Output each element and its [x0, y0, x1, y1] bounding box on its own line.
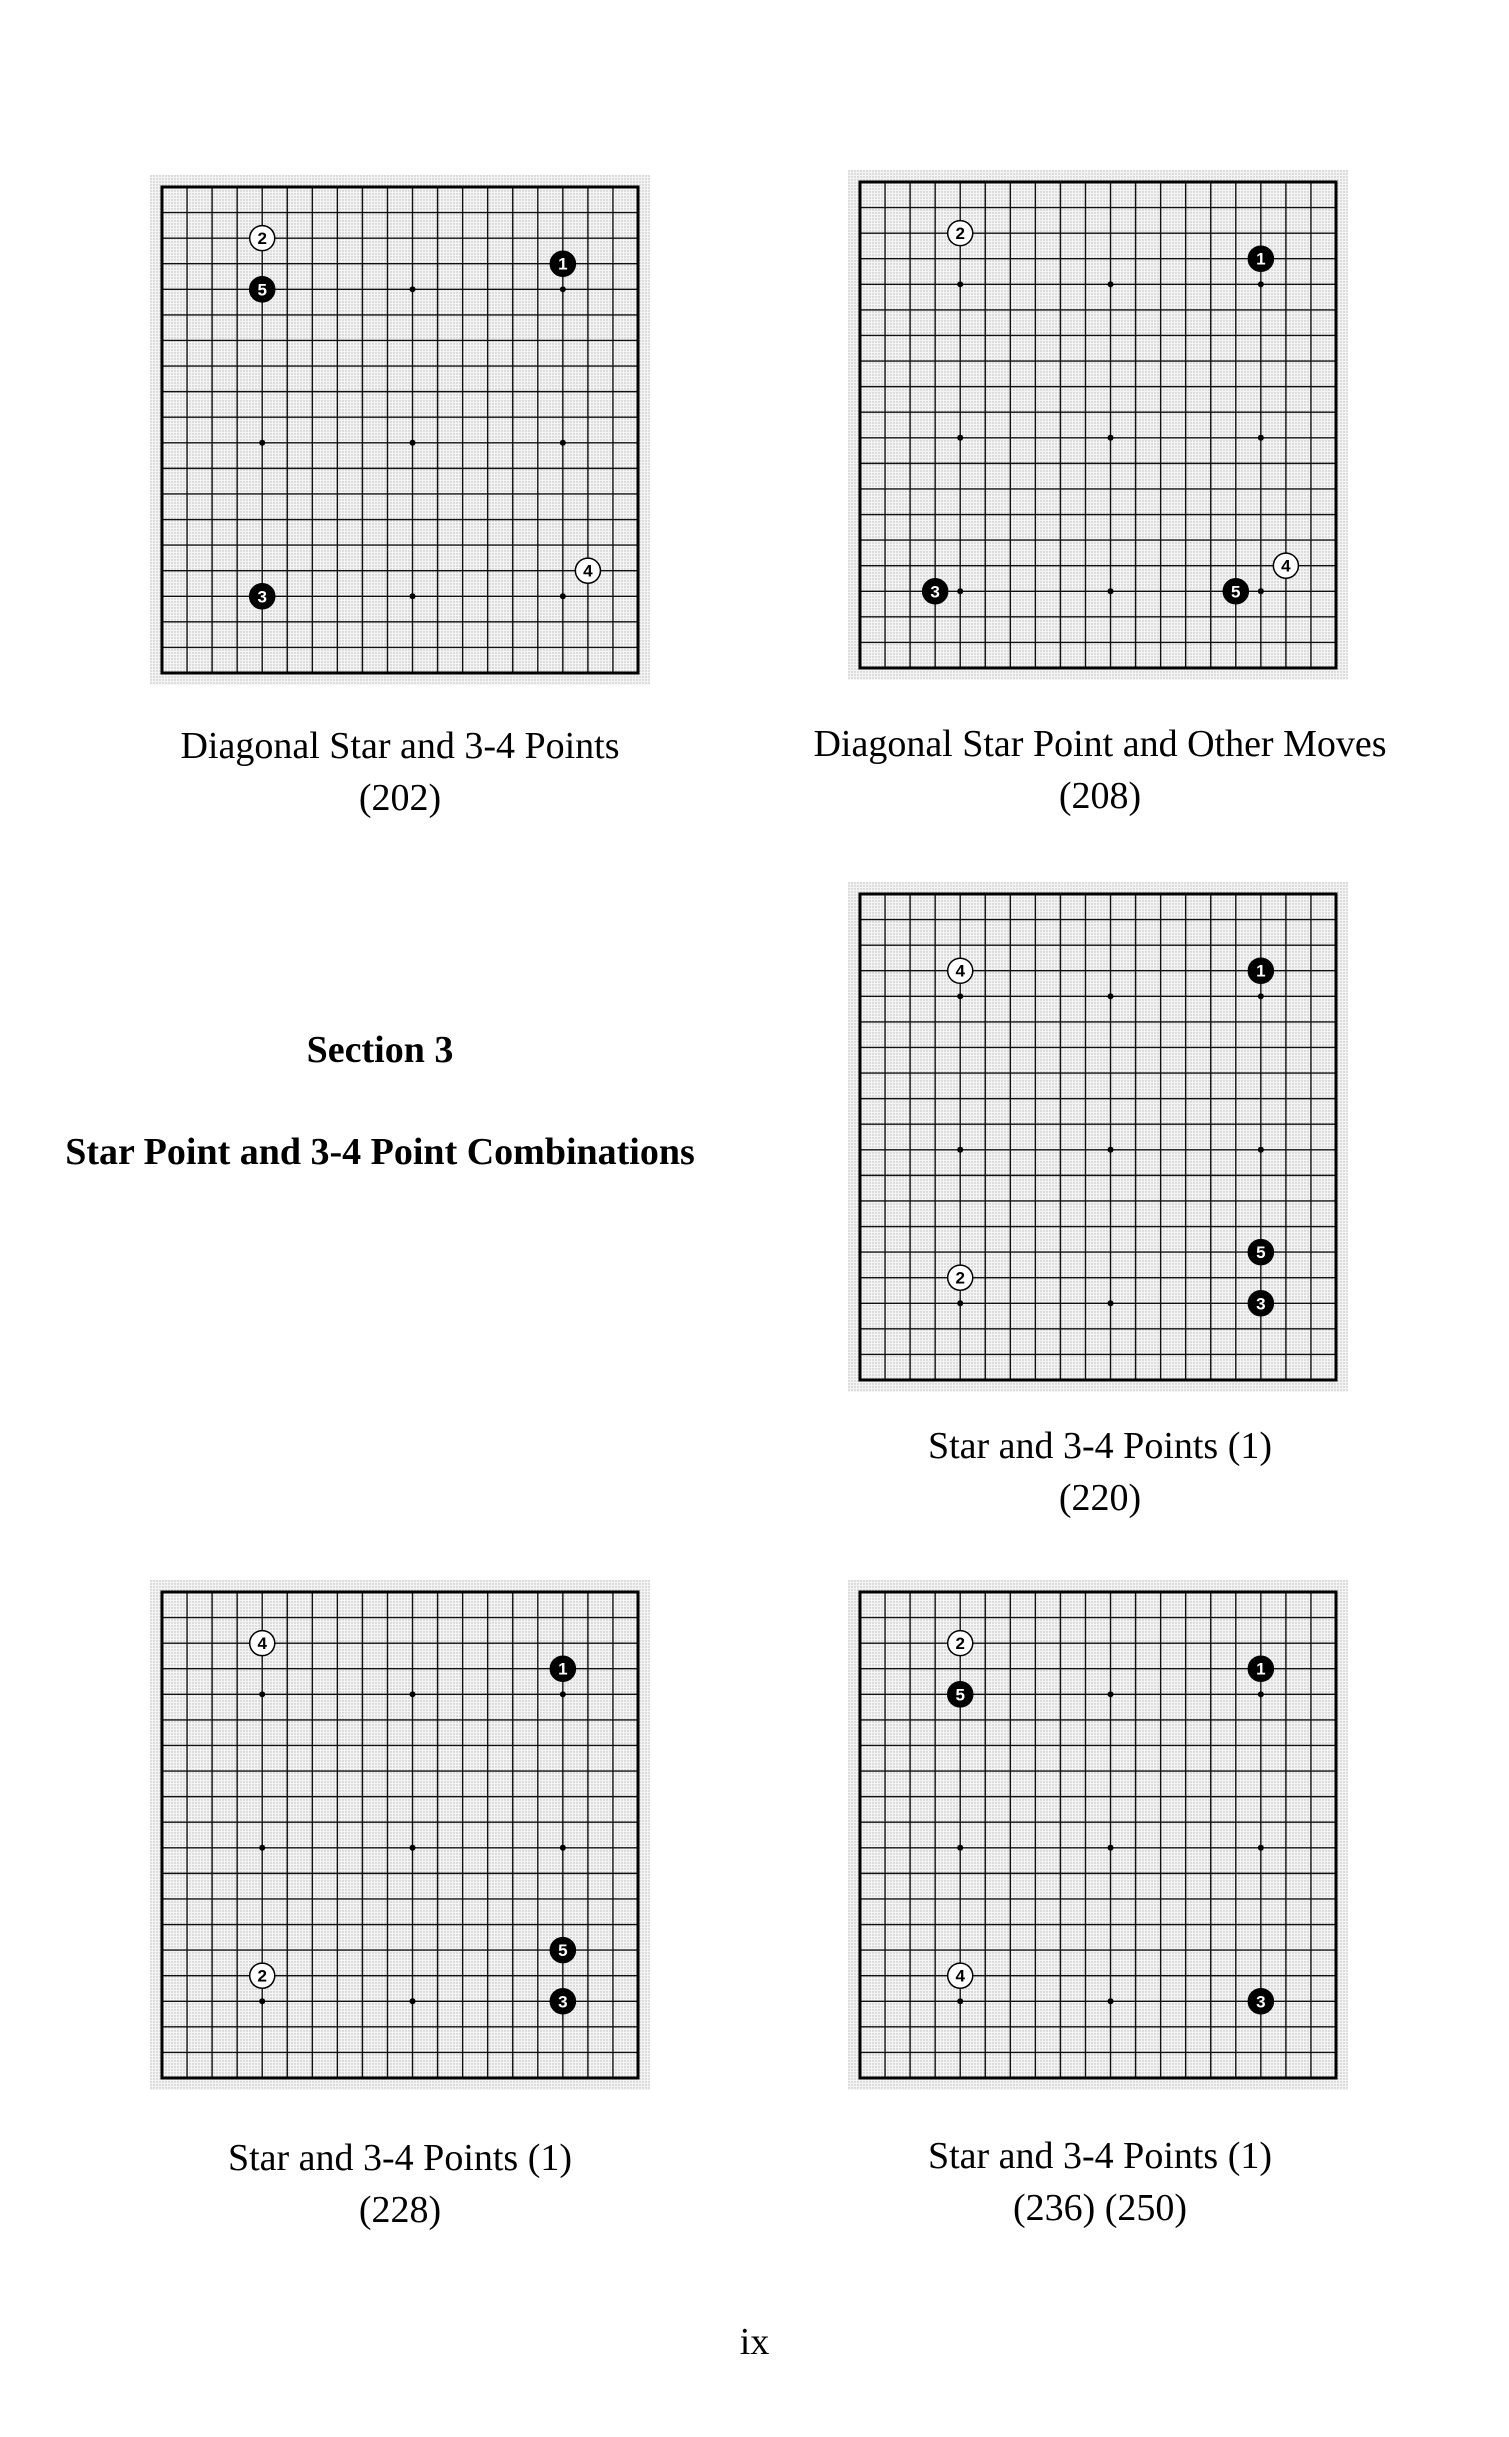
- page-number: ix: [739, 2321, 770, 2363]
- star-point: [1108, 281, 1114, 287]
- diagram-4-page-ref: (228): [358, 2189, 442, 2231]
- star-point: [957, 588, 963, 594]
- white-stone-2: [948, 221, 973, 246]
- board-background: [150, 175, 650, 685]
- diagram-1-page-ref: (202): [358, 777, 442, 819]
- board-background: [848, 170, 1348, 680]
- stone-number: 1: [558, 1659, 568, 1679]
- stone-number: 5: [257, 280, 267, 300]
- stone-number: 1: [1256, 961, 1266, 981]
- white-stone-2: [250, 226, 275, 251]
- diagram-3-page-ref: (220): [1058, 1477, 1142, 1519]
- diagram-5-caption: [800, 2130, 1400, 2234]
- stone-number: 3: [1256, 1294, 1266, 1314]
- stone-number: 1: [558, 254, 568, 274]
- section-heading: Section 3: [306, 1029, 454, 1071]
- white-stone-4: [1273, 553, 1298, 578]
- go-diagram-3: [848, 882, 1348, 1392]
- star-point: [957, 1147, 963, 1153]
- star-point: [560, 1845, 566, 1851]
- diagram-5-title: Star and 3-4 Points (1): [927, 2135, 1273, 2177]
- stone-number: 4: [1281, 556, 1291, 576]
- black-stone-5: [1248, 1240, 1273, 1265]
- diagram-4-title: Star and 3-4 Points (1): [227, 2137, 573, 2179]
- board-background: [150, 1580, 650, 2090]
- star-point: [1108, 1845, 1114, 1851]
- black-stone-5: [1223, 579, 1248, 604]
- diagram-3-caption: [800, 1420, 1400, 1524]
- stone-number: 1: [1256, 249, 1266, 269]
- star-point: [1258, 281, 1264, 287]
- white-stone-2: [948, 1631, 973, 1656]
- star-point: [1258, 1691, 1264, 1697]
- go-board-2: [848, 170, 1348, 680]
- star-point: [410, 286, 416, 292]
- stone-number: 2: [257, 229, 267, 249]
- board-background: [848, 1580, 1348, 2090]
- stone-number: 2: [955, 1634, 965, 1654]
- diagram-2-title: Diagonal Star Point and Other Moves: [813, 723, 1387, 765]
- stone-number: 3: [257, 587, 267, 607]
- star-point: [957, 435, 963, 441]
- stone-number: 4: [955, 1966, 965, 1986]
- black-stone-3: [923, 579, 948, 604]
- star-point: [560, 593, 566, 599]
- board-background: [848, 882, 1348, 1392]
- section-heading-block: [30, 1024, 730, 1178]
- star-point: [1258, 993, 1264, 999]
- stone-number: 5: [955, 1685, 965, 1705]
- go-diagram-2: [848, 170, 1348, 680]
- black-stone-5: [948, 1682, 973, 1707]
- white-stone-4: [250, 1631, 275, 1656]
- white-stone-4: [948, 1963, 973, 1988]
- star-point: [957, 281, 963, 287]
- diagram-4-caption: [100, 2132, 700, 2236]
- diagram-2-page-ref: (208): [1058, 775, 1142, 817]
- stone-number: 5: [1231, 582, 1241, 602]
- black-stone-1: [1248, 246, 1273, 271]
- go-board-5: [848, 1580, 1348, 2090]
- section-subheading: Star Point and 3-4 Point Combinations: [65, 1131, 695, 1173]
- star-point: [410, 1998, 416, 2004]
- star-point: [259, 440, 265, 446]
- stone-number: 5: [1256, 1243, 1266, 1263]
- stone-number: 3: [930, 582, 940, 602]
- black-stone-1: [550, 1656, 575, 1681]
- black-stone-5: [250, 277, 275, 302]
- diagram-2-caption: [770, 718, 1430, 822]
- black-stone-3: [550, 1989, 575, 2014]
- star-point: [1258, 435, 1264, 441]
- star-point: [259, 1998, 265, 2004]
- black-stone-5: [550, 1938, 575, 1963]
- stone-number: 4: [257, 1634, 267, 1654]
- diagram-1-caption: [130, 720, 670, 824]
- black-stone-3: [250, 584, 275, 609]
- stone-number: 5: [558, 1941, 568, 1961]
- star-point: [410, 440, 416, 446]
- stone-number: 4: [583, 561, 593, 581]
- stone-number: 2: [257, 1966, 267, 1986]
- star-point: [1108, 1998, 1114, 2004]
- star-point: [1258, 588, 1264, 594]
- stone-number: 2: [955, 224, 965, 244]
- star-point: [957, 1998, 963, 2004]
- star-point: [957, 993, 963, 999]
- white-stone-2: [948, 1265, 973, 1290]
- stone-number: 4: [955, 961, 965, 981]
- star-point: [957, 1845, 963, 1851]
- star-point: [1108, 435, 1114, 441]
- diagram-1-title: Diagonal Star and 3-4 Points: [180, 725, 620, 767]
- star-point: [1258, 1845, 1264, 1851]
- white-stone-4: [948, 958, 973, 983]
- star-point: [259, 1845, 265, 1851]
- diagram-5-page-ref: (236) (250): [1012, 2187, 1188, 2229]
- white-stone-2: [250, 1963, 275, 1988]
- star-point: [410, 1845, 416, 1851]
- go-board-4: [150, 1580, 650, 2090]
- black-stone-3: [1248, 1989, 1273, 2014]
- stone-number: 2: [955, 1268, 965, 1288]
- star-point: [259, 1691, 265, 1697]
- star-point: [560, 440, 566, 446]
- star-point: [560, 286, 566, 292]
- go-diagram-5: [848, 1580, 1348, 2090]
- black-stone-3: [1248, 1291, 1273, 1316]
- go-diagram-4: [150, 1580, 650, 2090]
- stone-number: 3: [558, 1992, 568, 2012]
- diagram-3-title: Star and 3-4 Points (1): [927, 1425, 1273, 1467]
- star-point: [1108, 1691, 1114, 1697]
- black-stone-1: [550, 251, 575, 276]
- stone-number: 3: [1256, 1992, 1266, 2012]
- go-board-1: [150, 175, 650, 685]
- star-point: [410, 593, 416, 599]
- black-stone-1: [1248, 1656, 1273, 1681]
- star-point: [1108, 1300, 1114, 1306]
- star-point: [1108, 1147, 1114, 1153]
- stone-number: 1: [1256, 1659, 1266, 1679]
- star-point: [560, 1691, 566, 1697]
- star-point: [1108, 993, 1114, 999]
- go-board-3: [848, 882, 1348, 1392]
- star-point: [1258, 1147, 1264, 1153]
- black-stone-1: [1248, 958, 1273, 983]
- star-point: [410, 1691, 416, 1697]
- star-point: [957, 1300, 963, 1306]
- go-diagram-1: [150, 175, 650, 685]
- white-stone-4: [575, 558, 600, 583]
- star-point: [1108, 588, 1114, 594]
